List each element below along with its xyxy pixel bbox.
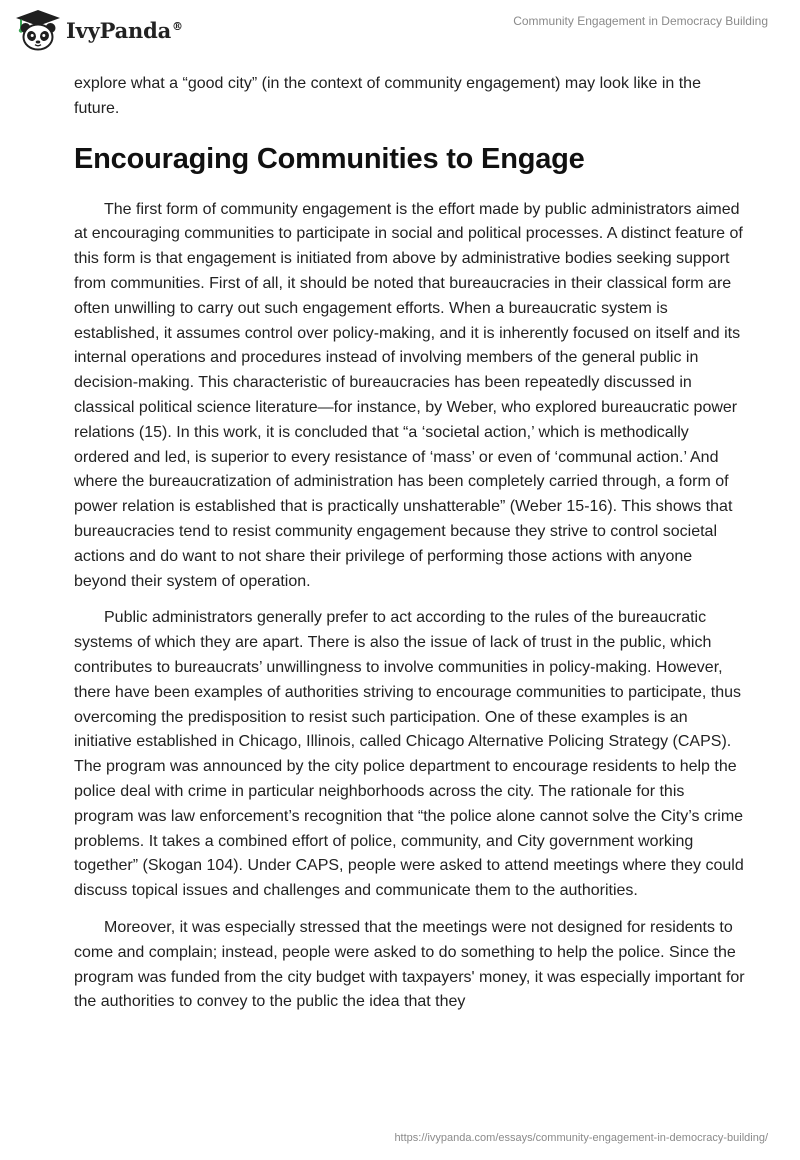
- page-header: [0, 0, 800, 60]
- intro-paragraph: explore what a “good city” (in the context of community engagement) may look like in the future.: [74, 75, 701, 117]
- panda-graduate-icon: [14, 9, 62, 51]
- brand-logo[interactable]: [14, 9, 183, 51]
- essay-body: [74, 72, 746, 1027]
- body-paragraph: Moreover, it was especially stressed that the meetings were not designed for residents to come and complain; instead, people were asked to do something to help the police. Since the program was funded from the city budget with taxpayers' money, it was especially important for the authorities to convey to the public the idea that they: [74, 918, 745, 1011]
- source-url[interactable]: https://ivypanda.com/essays/community-engagement-in-democracy-building/: [394, 1132, 768, 1144]
- registered-mark: ®: [172, 19, 183, 33]
- body-paragraph: Public administrators generally prefer to act according to the rules of the bureaucratic systems of which they are apart. There is also the issue of lack of trust in the public, which contributes to bureaucrats’ unwillingness to involve communities in policy-making. However, there have been examples of authorities striving to encourage communities to participate, thus overcoming the predisposition to resist such participation. One of these examples is an initiative established in Chicago, Illinois, called Chicago Alternative Policing Strategy (CAPS). The program was announced by the city police department to encourage residents to help the police deal with crime in particular neighborhoods across the city. The rationale for this program was law enforcement’s recognition that “the police alone cannot solve the City’s crime problems. It takes a combined effort of police, community, and City government working together” (Skogan 104). Under CAPS, people were asked to attend meetings where they could discuss topical issues and challenges and communicate them to the authorities.: [74, 609, 744, 900]
- brand-name: IvyPanda®: [66, 17, 183, 43]
- body-paragraph: The first form of community engagement is the effort made by public administrators aimed at encouraging communities to participate in social and political processes. A distinct feature of this form is that engagement is initiated from above by administrative bodies seeking support from communities. First of all, it should be noted that bureaucracies in their classical form are often unwilling to carry out such engagement efforts. When a bureaucratic system is established, it assumes control over policy-making, and it is inherently focused on itself and its internal operations and procedures instead of involving members of the general public in decision-making. This characteristic of bureaucracies has been repeatedly discussed in classical political science literature—for instance, by Weber, who explored bureaucratic power relations (15). In this work, it is concluded that “a ‘societal action,’ which is methodically ordered and led, is superior to every resistance of ‘mass’ or even of ‘communal action.’ And where the bureaucratization of administration has been completely carried through, a form of power relation is established that is practically unshatterable” (Weber 15-16). This shows that bureaucracies tend to resist community engagement because they strive to control societal actions and do want to not share their privilege of performing those actions with anyone beyond their system of operation.: [74, 200, 743, 590]
- section-heading: Encouraging Communities to Engage: [74, 142, 585, 175]
- document-title: Community Engagement in Democracy Building: [513, 14, 768, 28]
